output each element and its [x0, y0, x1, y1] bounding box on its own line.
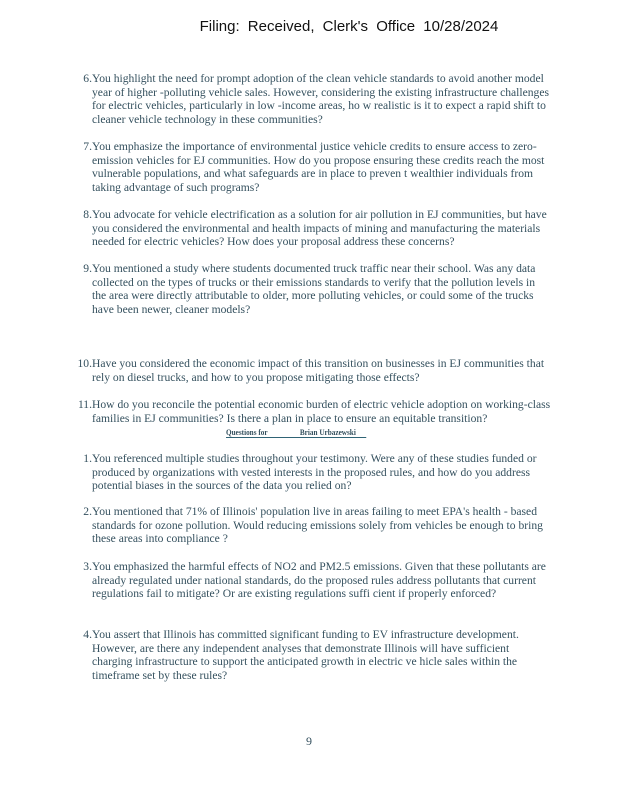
- question-text: You highlight the need for prompt adoption of the clean vehicle standards to avoid another model year of higher -polluting vehicle sales. However, considering the existing infrastructure challenges for electric vehicles, particularly in low -income areas, ho w realistic is it to expect a rapid shift to cleaner vehicle technology in these communities?: [92, 72, 550, 126]
- question-b1: [72, 452, 552, 493]
- question-text: You assert that Illinois has committed significant funding to EV infrastructure development. However, are there any independent analyses that demonstrate Illinois will have sufficient charging infrastructure to support the anticipated growth in electric ve hicle sales within the timeframe set by these rules?: [92, 628, 519, 682]
- question-number: 10.: [77, 357, 92, 370]
- question-9: [72, 262, 552, 316]
- question-text: You referenced multiple studies throughout your testimony. Were any of these studies funded or produced by organizations with vested interests in the proposed rules, and how do you address potential biases in the sources of the data you relied on?: [92, 452, 537, 493]
- question-number: 8.: [83, 208, 92, 221]
- question-7: [72, 140, 552, 194]
- section-heading: [226, 427, 366, 438]
- question-10: [72, 357, 552, 384]
- question-number: 9.: [83, 262, 92, 275]
- question-6: [72, 72, 552, 126]
- question-text: You emphasized the harmful effects of NO2 and PM2.5 emissions. Given that these pollutants are already regulated under national standards, do the proposed rules address pollutants that current regulations fail to mitigate? Or are existing regulations suffi cient if properly enforced?: [92, 560, 546, 601]
- page-number: 9: [306, 734, 312, 748]
- heading-name: Brian Urbazewski: [299, 427, 356, 437]
- question-number: 7.: [83, 140, 92, 153]
- question-b3: [72, 560, 552, 601]
- question-number: 6.: [83, 72, 92, 85]
- question-b4: [72, 628, 552, 682]
- question-8: [72, 208, 552, 249]
- question-text: You mentioned a study where students documented truck traffic near their school. Was any data collected on the types of trucks or their emissions standards to verify that the pollution levels in the area were directly attributable to older, more polluting vehicles, or could some of the trucks have been newer, cleaner models?: [92, 262, 536, 316]
- question-text: Have you considered the economic impact of this transition on businesses in EJ communities that rely on diesel trucks, and how to you propose mitigating those effects?: [92, 357, 545, 384]
- question-number: 11.: [77, 398, 92, 411]
- question-number: 2.: [83, 505, 92, 518]
- question-number: 3.: [83, 560, 92, 573]
- question-number: 4.: [83, 628, 92, 641]
- question-number: 1.: [83, 452, 92, 465]
- question-11: [72, 398, 552, 425]
- question-b2: [72, 505, 552, 546]
- heading-label: Questions for: [226, 427, 268, 437]
- question-text: How do you reconcile the potential economic burden of electric vehicle adoption on working-class families in EJ communities? Is there a plan in place to ensure an equitable transition?: [92, 398, 551, 425]
- question-text: You advocate for vehicle electrification as a solution for air pollution in EJ communities, but have you considered the environmental and health impacts of mining and manufacturing the materials needed for electric vehicles? How does your proposal address these concerns?: [92, 208, 547, 249]
- question-text: You emphasize the importance of environmental justice vehicle credits to ensure access to zero-emission vehicles for EJ communities. How do you propose ensuring these credits reach the most vulnerable populations, and what safeguards are in place to preven t wealthier individuals from taking advantage of such programs?: [92, 140, 545, 194]
- filing-stamp: Filing: Received, Clerk's Office 10/28/2024: [199, 18, 499, 35]
- question-text: You mentioned that 71% of Illinois' population live in areas failing to meet EPA's health - based standards for ozone pollution. Would reducing emissions solely from vehicles be enough to bring these areas into compliance ?: [92, 505, 543, 546]
